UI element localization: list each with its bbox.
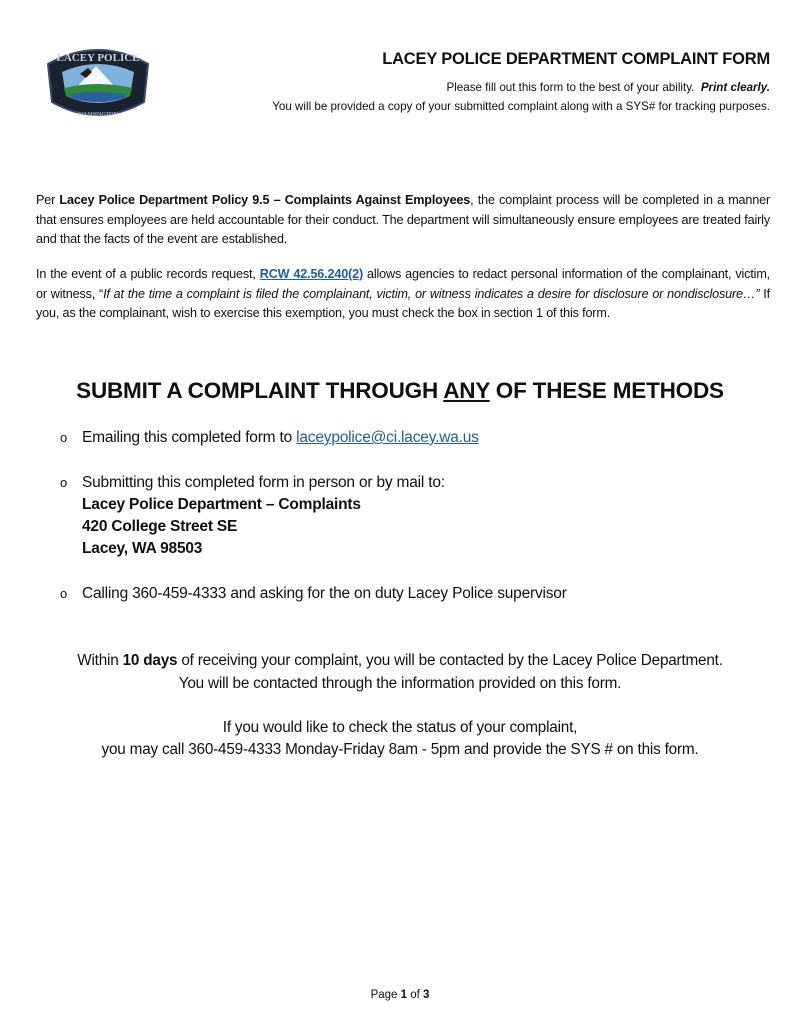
heading-emphasis: ANY [443, 378, 490, 403]
current-page: 1 [400, 989, 408, 1001]
text: In the event of a public records request, [36, 267, 260, 281]
print-clearly-text: Print clearly. [700, 81, 770, 94]
policy-paragraph [36, 191, 770, 250]
rcw-quote: If at the time a complaint is filed the complainant, victim, or witness indicates a desire for disclosure or nondisclosure…” [103, 286, 760, 301]
text: Page [370, 989, 401, 1001]
bullet-icon: o [60, 430, 68, 445]
copy-notice: You will be provided a copy of your submitted complaint along with a SYS# for tracking purposes. [272, 100, 770, 113]
text: Per [36, 193, 60, 207]
method-text: Calling 360-459-4333 and asking for the on duty Lacey Police supervisor [82, 585, 567, 602]
email-link[interactable]: laceypolice@ci.lacey.wa.us [296, 429, 479, 446]
text: If you, as the complainant, wish to exercise this exemption, you must check the box in section 1 of this form. [36, 286, 770, 320]
svg-text:WASHINGTON: WASHINGTON [78, 112, 118, 118]
bullet-icon: o [60, 586, 68, 601]
heading-text: OF THESE METHODS [489, 378, 724, 403]
form-title: LACEY POLICE DEPARTMENT COMPLAINT FORM [382, 50, 770, 68]
address-line: Lacey, WA 98503 [82, 540, 203, 557]
text: , the complaint process will be completed in a manner that ensures employees are held accountable for their conduct. The department will simultaneously ensure employees are treated fairly and that the facts of the event are established. [36, 193, 771, 246]
ten-days: 10 days [122, 652, 178, 669]
svg-text:LACEY POLICE: LACEY POLICE [56, 52, 140, 64]
policy-name: Lacey Police Department Policy 9.5 – Complaints Against Employees [59, 193, 471, 207]
contact-line: You will be contacted through the information provided on this form. [178, 675, 622, 692]
instructions-line [446, 81, 770, 94]
text: of receiving your complaint, you will be contacted by the Lacey Police Department. [177, 652, 723, 669]
bullet-icon: o [60, 475, 68, 490]
method-email [60, 427, 479, 449]
method-mail [60, 472, 445, 494]
status-line: If you would like to check the status of your complaint, [222, 719, 578, 736]
methods-heading [0, 378, 800, 404]
page-number [0, 989, 800, 1001]
text: Within [77, 652, 123, 669]
instructions-text: Please fill out this form to the best of your ability. [446, 81, 695, 94]
status-call-line: you may call 360-459-4333 Monday-Friday 8am - 5pm and provide the SYS # on this form. [101, 741, 699, 758]
records-paragraph [36, 265, 770, 324]
text: allows agencies to redact personal information of the complainant, victim, or witness, “ [36, 267, 771, 301]
lacey-police-badge-logo [40, 44, 156, 124]
method-text: Submitting this completed form in person or by mail to: [82, 474, 445, 491]
total-pages: 3 [423, 989, 430, 1001]
response-time-line [0, 650, 800, 673]
rcw-link[interactable]: RCW 42.56.240(2) [259, 267, 364, 281]
text: of [407, 989, 424, 1001]
address-line: Lacey Police Department – Complaints [82, 496, 361, 513]
method-phone [60, 583, 567, 605]
address-line: 420 College Street SE [82, 518, 238, 535]
method-text: Emailing this completed form to [82, 429, 297, 446]
heading-text: SUBMIT A COMPLAINT THROUGH [76, 378, 444, 403]
